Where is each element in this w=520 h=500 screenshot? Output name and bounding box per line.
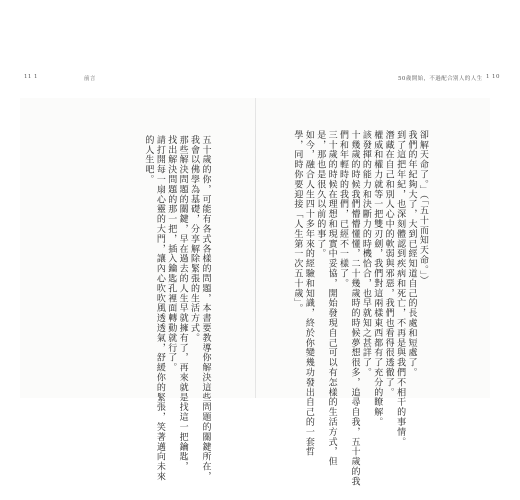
left-page-text (142, 135, 210, 482)
text-line: 十幾歲的時候我們懵懵懂懂，二十幾歲時的時候夢想很多，追尋自我，五十歲的我 (349, 130, 360, 487)
text-line: 潛藏在自己和別人心中的軟弱與邪惡，我們也看得很透徹了。 (383, 130, 394, 398)
text-line: 如今，融合人生四十多年來的經驗和知識，終於你變幾功發出自己的一套哲 (303, 130, 314, 457)
text-line: 我們的年紀夠大了，大到已經知道自己的長處和短處了。 (406, 130, 417, 378)
text-line: 請打開每一扇心靈的大門，讓內心吹吹風透透氣，舒緩你的緊張，笑著邁向未來 (154, 135, 165, 482)
text-line: 到了這把年紀，也深刻體認到疾病和死亡，不再是與我們不相干的事情。 (395, 130, 406, 447)
right-page-text (291, 130, 428, 486)
text-line: 權威和權力就等一把雙刃劍，我們對這兩樣東西都有了充分的瞭解。 (372, 130, 383, 427)
text-line: 的人生吧。 (143, 135, 154, 185)
text-line: 那些解決問題的關鍵，早在過去的人生早就擁有了，再來就是找這一把鑰匙， (177, 135, 188, 472)
text-line: 該發揮的能力和決斷力的時機恰合，也早就知之甚詳了。 (360, 130, 371, 378)
text-line: 學，同時你要迎接「人生第一次五十歲」。 (292, 130, 303, 314)
text-line: 是，那也是很久以前的事了。 (315, 130, 326, 259)
left-page-number: 11 1 (24, 74, 38, 80)
text-line: 五十歲的你，可能有各式各樣的問題，本書要教導你解決這些問題的關鍵所在， (200, 135, 211, 482)
text-line: 們和年輕時的我們，已經不一樣了。 (338, 130, 349, 289)
right-running-title: 50歲開始，不過配合別人的人生 (398, 76, 483, 82)
book-gutter (255, 98, 256, 398)
right-page-number: 1 10 (486, 74, 500, 80)
left-running-title: 前言 (84, 76, 96, 82)
text-line: 我會以佛學為基礎，分享解除緊張的生活方式。 (189, 135, 200, 343)
text-line: 三十歲的時候在理想和現實中妥協，開始發現自己可以有怎樣的生活方式，但 (326, 130, 337, 467)
text-line: 卻解天命了。」（「五十而知天命。」） (417, 130, 428, 286)
text-line: 找出解決問題的那一把，插入鑰匙孔裡面轉動就行了。 (166, 135, 177, 373)
